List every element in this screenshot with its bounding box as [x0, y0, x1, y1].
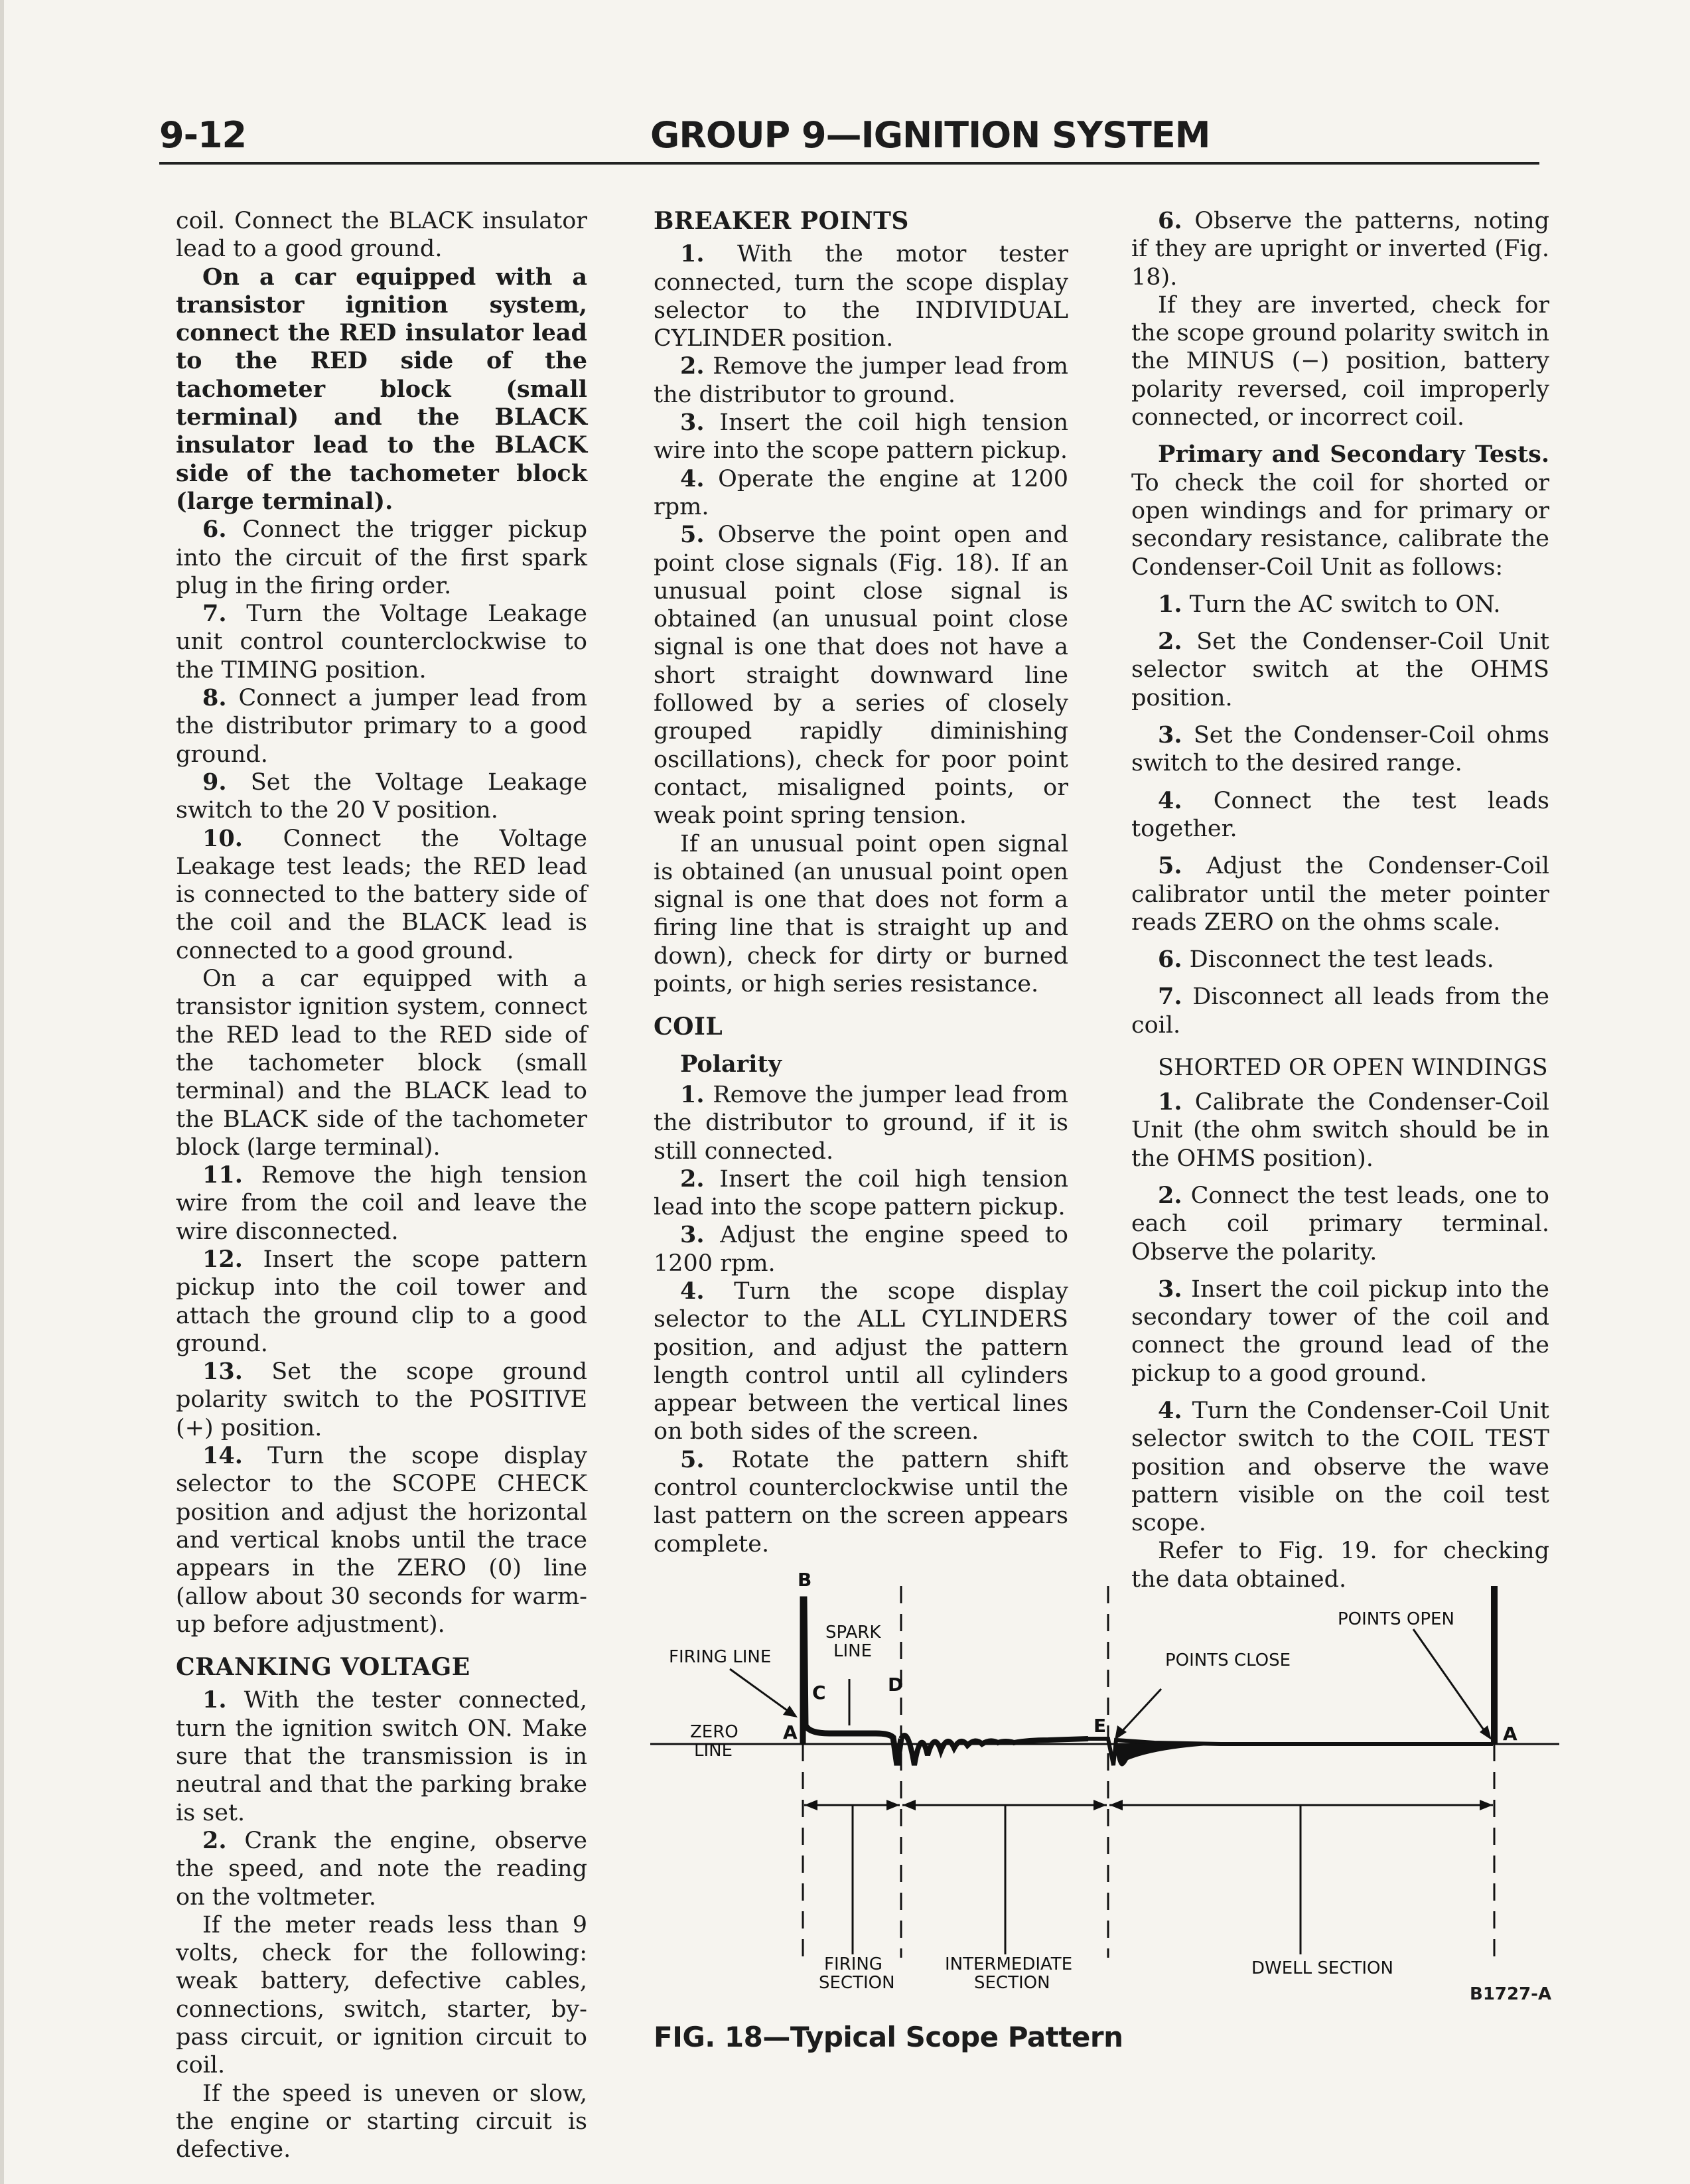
- step-number: 3.: [680, 409, 705, 437]
- polarity-step-5: [654, 1446, 1068, 1558]
- step-number: 1.: [1158, 590, 1182, 618]
- step-13: [176, 1358, 587, 1442]
- figure-caption: FIG. 18—Typical Scope Pattern: [654, 2021, 1123, 2053]
- label-firing-section: SECTION: [819, 1973, 895, 1993]
- section-heading-coil: COIL: [654, 1013, 723, 1041]
- breaker-step-4: [654, 465, 1068, 522]
- label-b: B: [798, 1569, 812, 1591]
- step-text: Set the scope ground polarity switch to the POSITIVE (+) position.: [176, 1358, 587, 1441]
- scope-pattern-figure: [650, 1566, 1566, 2017]
- step-text: Operate the engine at 1200 rpm.: [654, 465, 1068, 520]
- column-left: [176, 207, 587, 2163]
- step-text: Set the Condenser-Coil Unit selector switch at the OHMS position.: [1131, 628, 1549, 711]
- section-heading-shorted-open-windings: SHORTED OR OPEN WINDINGS: [1158, 1055, 1548, 1082]
- step-10: [176, 825, 587, 965]
- step-text: Connect the trigger pickup into the circuit of the first spark plug in the firing order.: [176, 516, 587, 599]
- step-number: 4.: [680, 465, 705, 492]
- step-text: Connect the Voltage Leakage test leads; the RED lead is connected to the battery side of the coil and the BLACK lead is connected to a good ground.: [176, 825, 587, 964]
- step-text: Set the Voltage Leakage switch to the 20 V position.: [176, 768, 587, 824]
- step-number: 1.: [680, 1080, 705, 1108]
- step-number: 13.: [202, 1358, 243, 1386]
- step-text: Set the Condenser-Coil ohms switch to the desired range.: [1131, 722, 1549, 777]
- step-number: 12.: [202, 1245, 243, 1273]
- step-text: Remove the jumper lead from the distributor to ground, if it is still connected.: [654, 1081, 1068, 1165]
- arrowhead: [783, 1706, 798, 1717]
- step-number: 7.: [1158, 983, 1182, 1011]
- step-number: 2.: [1158, 628, 1182, 656]
- step-number: 3.: [1158, 721, 1182, 749]
- step-text: Insert the coil high tension wire into the scope pattern pickup.: [654, 409, 1068, 465]
- label-c: C: [812, 1682, 826, 1704]
- points-close-shading: [1115, 1743, 1247, 1767]
- polarity-step-1: [654, 1081, 1068, 1165]
- step-text: Disconnect the test leads.: [1182, 946, 1494, 974]
- run-in-heading: Primary and Secondary Tests.: [1158, 441, 1549, 469]
- header-rule: [159, 162, 1539, 165]
- page-number: 9-12: [159, 114, 247, 156]
- step-number: 2.: [1158, 1181, 1182, 1209]
- step-6: [176, 516, 587, 600]
- step-number: 10.: [202, 824, 243, 852]
- step-text: Turn the Voltage Leakage unit control counterclockwise to the TIMING position.: [176, 601, 587, 684]
- bold-text: On a car equipped with a transistor ignition system, connect the RED insulator lead to the RED side of the tachometer block (small terminal) and the BLACK insulator lead to the BLACK side of the tachometer block (large terminal).: [176, 263, 587, 515]
- label-firing: FIRING: [824, 1954, 882, 1974]
- step-text: Observe the point open and point close signals (Fig. 18). If an unusual point close signal is obtained (an unusual point close signal is one that does not have a short straight downward line followed by a series of closely grouped rapidly diminishing oscillations), check for poor point contact, misaligned points, or weak point spring tension.: [654, 522, 1068, 830]
- step-text: Adjust the engine speed to 1200 rpm.: [654, 1222, 1068, 1277]
- step-text: Calibrate the Condenser-Coil Unit (the ohm switch should be in the OHMS position).: [1131, 1089, 1549, 1172]
- paragraph-bold: [176, 263, 587, 516]
- step-text: Remove the jumper lead from the distributor to ground.: [654, 353, 1068, 408]
- paragraph-text: To check the coil for shorted or open windings and for primary or secondary resistance, calibrate the Condenser-Coil Unit as follows:: [1131, 469, 1549, 581]
- step-number: 8.: [202, 684, 227, 712]
- windings-step-2: [1131, 1182, 1549, 1266]
- step-number: 1.: [202, 1686, 227, 1714]
- label-e: E: [1093, 1715, 1107, 1737]
- intermediate-oscillation-trace: [901, 1735, 1088, 1765]
- step-number: 6.: [1158, 946, 1182, 974]
- calibrate-step-3: [1131, 721, 1549, 778]
- step-number: 3.: [1158, 1275, 1182, 1303]
- label-spark: SPARK: [825, 1623, 881, 1642]
- step-text: With the tester connected, turn the ignition switch ON. Make sure that the transmission is in neutral and that the parking brake is set.: [176, 1687, 587, 1826]
- arrowhead: [886, 1800, 900, 1810]
- column-right: [1131, 207, 1549, 1593]
- firing-line-pointer: [730, 1669, 790, 1712]
- page-title: GROUP 9—IGNITION SYSTEM: [650, 114, 1210, 156]
- section-heading-breaker-points: BREAKER POINTS: [654, 207, 909, 235]
- step-number: 2.: [202, 1826, 227, 1854]
- polarity-step-4: [654, 1277, 1068, 1446]
- label-points-close: POINTS CLOSE: [1165, 1650, 1291, 1670]
- polarity-step-6: [1131, 207, 1549, 291]
- step-number: 11.: [202, 1161, 243, 1189]
- label-firing-line: FIRING LINE: [669, 1647, 772, 1667]
- step-text: With the motor tester connected, turn the scope display selector to the INDIVIDUAL CYLINDER position.: [654, 241, 1068, 352]
- calibrate-step-4: [1131, 787, 1549, 843]
- step-text: Insert the coil high tension lead into the scope pattern pickup.: [654, 1165, 1068, 1221]
- calibrate-step-1: [1131, 591, 1549, 619]
- paragraph: Refer to Fig. 19. for checking the data obtained.: [1131, 1538, 1549, 1593]
- step-text: Crank the engine, observe the speed, and note the reading on the voltmeter.: [176, 1827, 587, 1911]
- step-number: 5.: [680, 521, 705, 549]
- section-heading-cranking-voltage: CRANKING VOLTAGE: [176, 1653, 470, 1682]
- label-a-left: A: [783, 1721, 798, 1743]
- breaker-step-2: [654, 352, 1068, 409]
- step-number: 2.: [680, 352, 705, 380]
- step-7: [176, 600, 587, 684]
- calibrate-step-2: [1131, 628, 1549, 712]
- paragraph: If an unusual point open signal is obtained (an unusual point open signal is one that does not form a firing line that is straight up and down), check for dirty or burned points, or high series resistance.: [654, 830, 1068, 998]
- arrowhead: [1093, 1800, 1107, 1810]
- calibrate-step-6: [1131, 946, 1549, 974]
- step-11: [176, 1161, 587, 1246]
- label-d: D: [888, 1674, 904, 1696]
- step-9: [176, 768, 587, 825]
- step-number: 6.: [1158, 207, 1182, 234]
- polarity-step-3: [654, 1221, 1068, 1277]
- breaker-step-3: [654, 409, 1068, 465]
- step-12: [176, 1246, 587, 1358]
- step-text: Turn the scope display selector to the SCOPE CHECK position and adjust the horizontal and vertical knobs until the trace appears in the ZERO (0) line (allow about 30 seconds for warm-up before adjustment).: [176, 1443, 587, 1638]
- step-text: Disconnect all leads from the coil.: [1131, 983, 1549, 1039]
- label-a-right: A: [1503, 1723, 1517, 1745]
- label-zero: ZERO: [690, 1722, 739, 1742]
- arrowhead: [1480, 1800, 1493, 1810]
- paragraph: If the speed is uneven or slow, the engine or starting circuit is defective.: [176, 2080, 587, 2163]
- step-text: Turn the scope display selector to the ALL CYLINDERS position, and adjust the pattern length control until all cylinders appear between the vertical lines on both sides of the screen.: [654, 1277, 1068, 1445]
- step-number: 1.: [1158, 1088, 1182, 1116]
- label-spark-line: LINE: [833, 1641, 873, 1661]
- step-text: Insert the coil pickup into the secondary tower of the coil and connect the ground lead of the pickup to a good ground.: [1131, 1275, 1549, 1387]
- label-intermediate-section: SECTION: [974, 1973, 1050, 1993]
- step-14: [176, 1442, 587, 1638]
- arrowhead: [804, 1800, 817, 1810]
- step-number: 3.: [680, 1221, 705, 1249]
- step-number: 7.: [202, 600, 227, 628]
- paragraph: On a car equipped with a transistor ignition system, connect the RED lead to the RED side of the tachometer block (small terminal) and the BLACK lead to the BLACK side of the tachometer block (large terminal).: [176, 966, 587, 1161]
- step-number: 4.: [1158, 786, 1182, 814]
- step-text: Insert the scope pattern pickup into the coil tower and attach the ground clip to a good ground.: [176, 1246, 587, 1357]
- step-number: 5.: [680, 1445, 705, 1473]
- label-zero-line: LINE: [694, 1741, 733, 1761]
- step-text: Connect the test leads together.: [1131, 787, 1549, 842]
- breaker-step-5: [654, 521, 1068, 830]
- polarity-step-2: [654, 1165, 1068, 1222]
- step-text: Rotate the pattern shift control counterclockwise until the last pattern on the screen appears complete.: [654, 1446, 1068, 1558]
- label-dwell-section: DWELL SECTION: [1251, 1958, 1393, 1978]
- step-text: Connect the test leads, one to each coil primary terminal. Observe the polarity.: [1131, 1182, 1549, 1266]
- windings-step-4: [1131, 1397, 1549, 1537]
- breaker-step-1: [654, 240, 1068, 352]
- paragraph-primary-secondary: [1131, 441, 1549, 581]
- paragraph: If they are inverted, check for the scope ground polarity switch in the MINUS (−) position, battery polarity reversed, coil improperly connected, or incorrect coil.: [1131, 291, 1549, 431]
- step-number: 1.: [680, 240, 705, 268]
- arrowhead: [902, 1800, 916, 1810]
- crank-step-2: [176, 1827, 587, 1911]
- arrowhead: [1109, 1800, 1123, 1810]
- figure-code: B1727-A: [1470, 1984, 1552, 2004]
- step-number: 6.: [202, 516, 227, 544]
- subheading-polarity: Polarity: [680, 1050, 782, 1078]
- step-number: 5.: [1158, 852, 1182, 880]
- step-8: [176, 684, 587, 768]
- step-text: Turn the AC switch to ON.: [1182, 591, 1501, 618]
- step-text: Connect a jumper lead from the distributor primary to a good ground.: [176, 685, 587, 768]
- step-number: 2.: [680, 1165, 705, 1193]
- paragraph: If the meter reads less than 9 volts, check for the following: weak battery, defective cables, connections, switch, starter, by-pass circuit, or ignition circuit to coil.: [176, 1911, 587, 2079]
- step-text: Adjust the Condenser-Coil calibrator until the meter pointer reads ZERO on the ohms scale.: [1131, 853, 1549, 936]
- column-middle: [654, 207, 1068, 1558]
- step-text: Observe the patterns, noting if they are upright or inverted (Fig. 18).: [1131, 208, 1549, 291]
- step-number: 4.: [1158, 1396, 1182, 1424]
- step-number: 4.: [680, 1277, 705, 1305]
- step-number: 9.: [202, 768, 227, 796]
- paragraph: coil. Connect the BLACK insulator lead to a good ground.: [176, 208, 587, 263]
- windings-step-1: [1131, 1088, 1549, 1173]
- points-open-pointer: [1413, 1629, 1488, 1735]
- windings-step-3: [1131, 1275, 1549, 1388]
- points-close-pointer: [1120, 1689, 1161, 1733]
- step-number: 14.: [202, 1442, 243, 1470]
- step-text: Turn the Condenser-Coil Unit selector switch to the COIL TEST position and observe the wave pattern visible on the coil test scope.: [1131, 1397, 1549, 1537]
- calibrate-step-7: [1131, 983, 1549, 1039]
- step-text: Remove the high tension wire from the coil and leave the wire disconnected.: [176, 1162, 587, 1245]
- calibrate-step-5: [1131, 852, 1549, 936]
- crank-step-1: [176, 1686, 587, 1826]
- label-points-open: POINTS OPEN: [1338, 1609, 1454, 1629]
- label-intermediate: INTERMEDIATE: [945, 1954, 1073, 1974]
